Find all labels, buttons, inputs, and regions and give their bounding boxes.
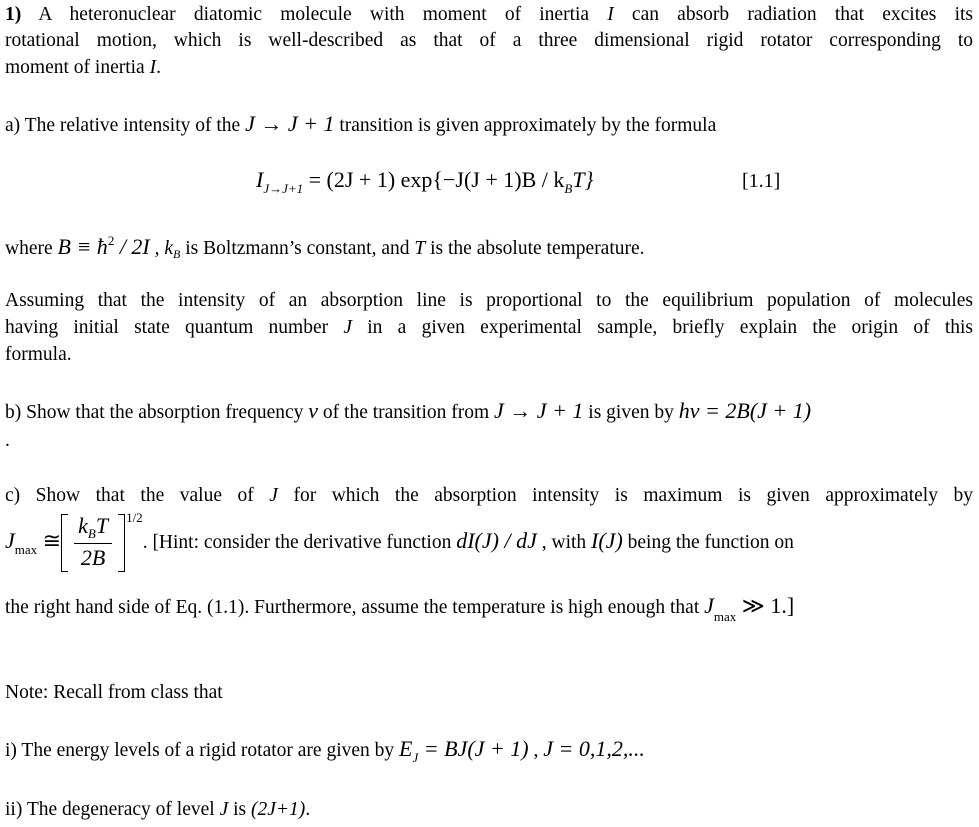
where-line: where $B \equiv ħ^2 / 2I$ , $k_B$ is Boltzmann’s constant, and T is the absolute temperature. (5, 233, 645, 261)
part-b-dot: . (5, 430, 10, 451)
assume-line-3: formula. (5, 344, 72, 365)
equation-1-1: $I_{J\to J+1} = (2J + 1) \exp\{-J(J + 1)B / k_BT\}$ (256, 167, 594, 196)
intro-line-3: moment of inertia I. (5, 57, 161, 78)
note-ii: ii) The degeneracy of level J is (2J+1). (5, 799, 311, 820)
part-c-line-3: the right hand side of Eq. (1.1). Furthermore, assume the temperature is high enough that $J_{max}$ ≫ 1.] (5, 593, 795, 624)
note-i: i) The energy levels of a rigid rotator are given by $E_J = BJ(J + 1)$ , J = 0,1,2,... (5, 736, 645, 765)
jmax-expression: $J_{max}$ ≅ (5, 527, 62, 557)
assume-line-1: Assuming that the intensity of an absorption line is proportional to the equilibrium population of molecules (5, 290, 973, 311)
equation-tag: [1.1] (742, 170, 781, 192)
intro-line-1: 1) A heteronuclear diatomic molecule with moment of inertia I can absorb radiation that excites its (5, 4, 973, 25)
power-half: 1/2 (126, 510, 143, 525)
part-c-line-1: c) Show that the value of J for which the absorption intensity is maximum is given approximately by (5, 485, 973, 506)
part-c-line-2 (5, 512, 973, 582)
kbT-over-2B: $\frac{k_BT}{2B}$ (74, 512, 112, 572)
part-a-intro: a) The relative intensity of the J → J + 1 transition is given approximately by the formula (5, 111, 717, 136)
note-label: Note: Recall from class that (5, 682, 223, 703)
problem-number: 1) (5, 4, 22, 25)
bracketed-fraction (61, 512, 125, 572)
hint-text: . [Hint: consider the derivative function dI(J) / dJ , with I(J) being the function on (142, 528, 794, 553)
assume-line-2: having initial state quantum number J in a given experimental sample, briefly explain the origin of this (5, 317, 973, 338)
part-b-line: b) Show that the absorption frequency ν of the transition from J → J + 1 is given by hν = 2B(J + 1) (5, 398, 812, 423)
intro-line-2: rotational motion, which is well-described as that of a three dimensional rigid rotator corresponding to (5, 30, 973, 51)
